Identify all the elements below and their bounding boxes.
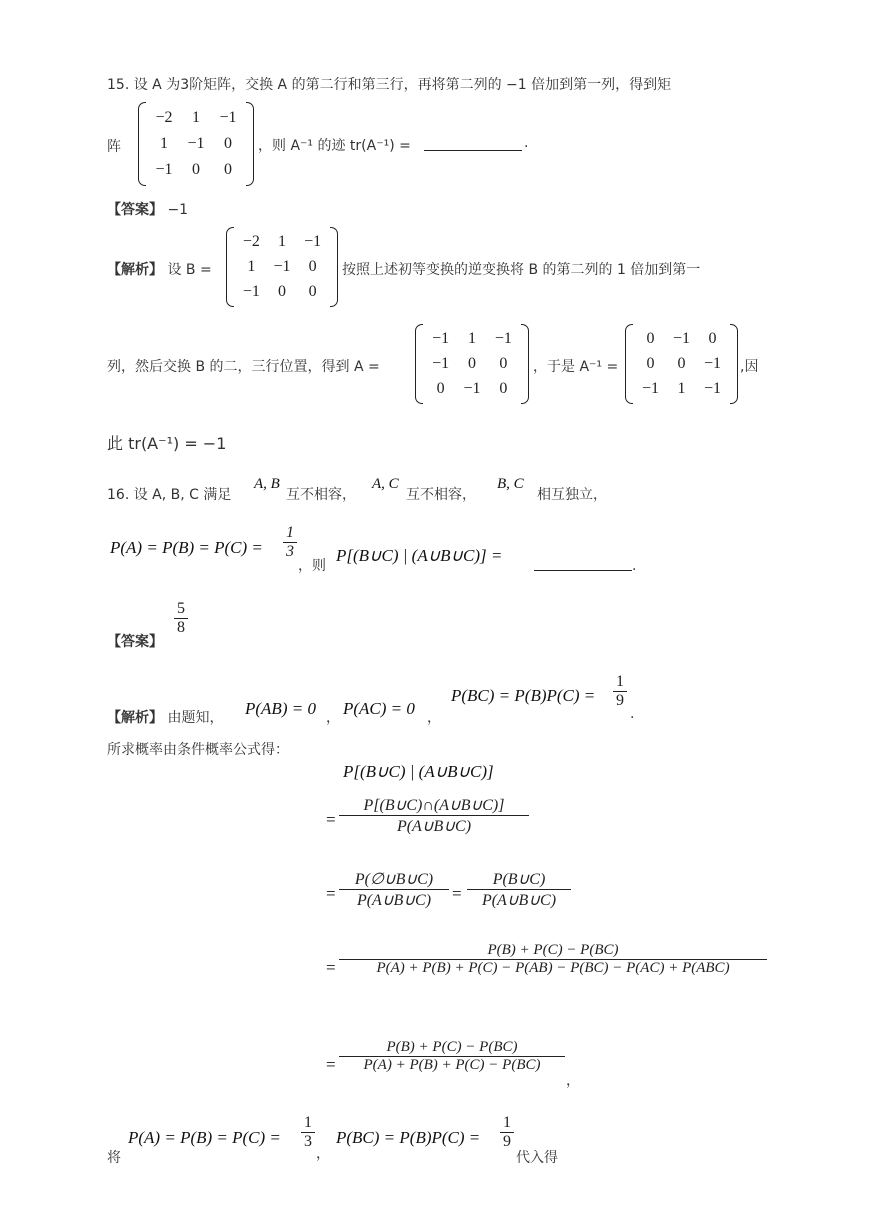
equals-sign: = — [326, 958, 336, 977]
matrix-a-inverse: 0 −1 0 0 0 −1 −1 1 −1 — [625, 324, 738, 404]
analysis-intro: 由题知， — [167, 710, 224, 726]
q15-matrix: −2 1 −1 1 −1 0 −1 0 0 — [138, 102, 254, 186]
analysis-set-b: 设 B = — [167, 262, 212, 278]
q16-intro-ac: A, C — [372, 476, 399, 492]
q16-intro-ab: A, B — [254, 476, 280, 492]
comma: ， — [326, 710, 340, 726]
fraction-one-third: $\frac{1}{3}$ — [283, 524, 297, 561]
eq-line-4: $\frac{P(B) + P(C) - P(BC)}{P(A) + P(B) + P(C) - P(BC)}$ — [339, 1039, 565, 1074]
q16-intro-c: 互不相容， — [286, 487, 356, 503]
equals-sign: = — [452, 884, 462, 903]
analysis-label: 【解析】 — [107, 710, 163, 726]
q16-intro-g: 相互独立， — [537, 487, 607, 503]
answer-value: −1 — [167, 202, 189, 218]
q15-question: ，则 A⁻¹ 的迹 tr(A⁻¹) = — [258, 138, 411, 154]
q15-intro: 15. 设 A 为3阶矩阵，交换 A 的第二行和第三行，再将第二列的 −1 倍加到第一列，得到矩 — [107, 77, 672, 93]
eq-line-3: P(B) + P(C) − P(BC) P(A) + P(B) + P(C) − P(AB) − P(BC) − P(AC) + P(ABC) — [339, 942, 767, 977]
p-bc: P(BC) = P(B)P(C) = — [451, 686, 596, 705]
eq-line-2a: $\frac{P(\emptyset\cup B\cup C)}{P(A\cup B\cup C)}$ — [339, 869, 449, 910]
q15-conclusion: 此 tr(A⁻¹) = −1 — [107, 434, 227, 453]
fraction-one-ninth: $\frac{1}{9}$ — [613, 673, 627, 710]
matrix-a: −1 1 −1 −1 0 0 0 −1 0 — [415, 324, 529, 404]
p-ac: P(AC) = 0 — [343, 699, 415, 718]
answer-label: 【答案】 — [107, 634, 163, 650]
matrix-b: −2 1 −1 1 −1 0 −1 0 0 — [226, 227, 338, 307]
sub-end: 代入得 — [516, 1150, 558, 1166]
answer-blank — [534, 570, 632, 571]
equals-sign: = — [326, 810, 336, 829]
equals-sign: = — [326, 884, 336, 903]
analysis-line-lie: 列，然后交换 B 的二，三行位置，得到 A = — [107, 359, 380, 375]
q16-given-prob: P(A) = P(B) = P(C) = — [110, 538, 263, 557]
fraction-one-ninth: $\frac{1}{9}$ — [500, 1114, 514, 1151]
eq-line-0: P[(B∪C) | (A∪B∪C)] — [343, 762, 494, 781]
q16-intro-bc: B, C — [497, 476, 524, 492]
answer-fraction: $\frac{5}{8}$ — [174, 600, 188, 637]
sub-jiang: 将 — [107, 1150, 121, 1166]
period: . — [630, 706, 635, 722]
answer-label: 【答案】 — [107, 202, 163, 218]
p-ab: P(AB) = 0 — [245, 699, 316, 718]
q16-period: . — [632, 558, 637, 574]
q15-prefix: 阵 — [107, 139, 121, 155]
eq-line-1: $\frac{P[(B\cup C)\cap(A\cup B\cup C)]}{P(A\cup B\cup C)}$ — [339, 795, 529, 836]
comma: ， — [316, 1146, 330, 1162]
equals-sign: = — [326, 1055, 336, 1074]
q16-question: P[(B∪C) | (A∪B∪C)] = — [336, 546, 503, 565]
q15-period: . — [524, 135, 529, 151]
q16-intro-e: 互不相容， — [406, 487, 476, 503]
sub-pbc: P(BC) = P(B)P(C) = — [336, 1128, 481, 1147]
analysis-mid: ，于是 A⁻¹ = — [533, 359, 619, 375]
comma: ， — [427, 710, 441, 726]
sub-pa: P(A) = P(B) = P(C) = — [128, 1128, 281, 1147]
condition-text: 所求概率由条件概率公式得： — [107, 742, 289, 758]
analysis-label: 【解析】 — [107, 262, 163, 278]
eq-line-2b: $\frac{P(B\cup C)}{P(A\cup B\cup C)}$ — [467, 869, 571, 910]
comma: ， — [566, 1073, 580, 1089]
q16-then: ，则 — [298, 558, 326, 574]
analysis-end: ,因 — [740, 359, 759, 375]
analysis-text: 按照上述初等变换的逆变换将 B 的第二列的 1 倍加到第一 — [342, 262, 701, 278]
fraction-one-third: $\frac{1}{3}$ — [301, 1114, 315, 1151]
answer-blank — [424, 150, 522, 151]
q16-intro-a: 16. 设 A, B, C 满足 — [107, 487, 232, 503]
